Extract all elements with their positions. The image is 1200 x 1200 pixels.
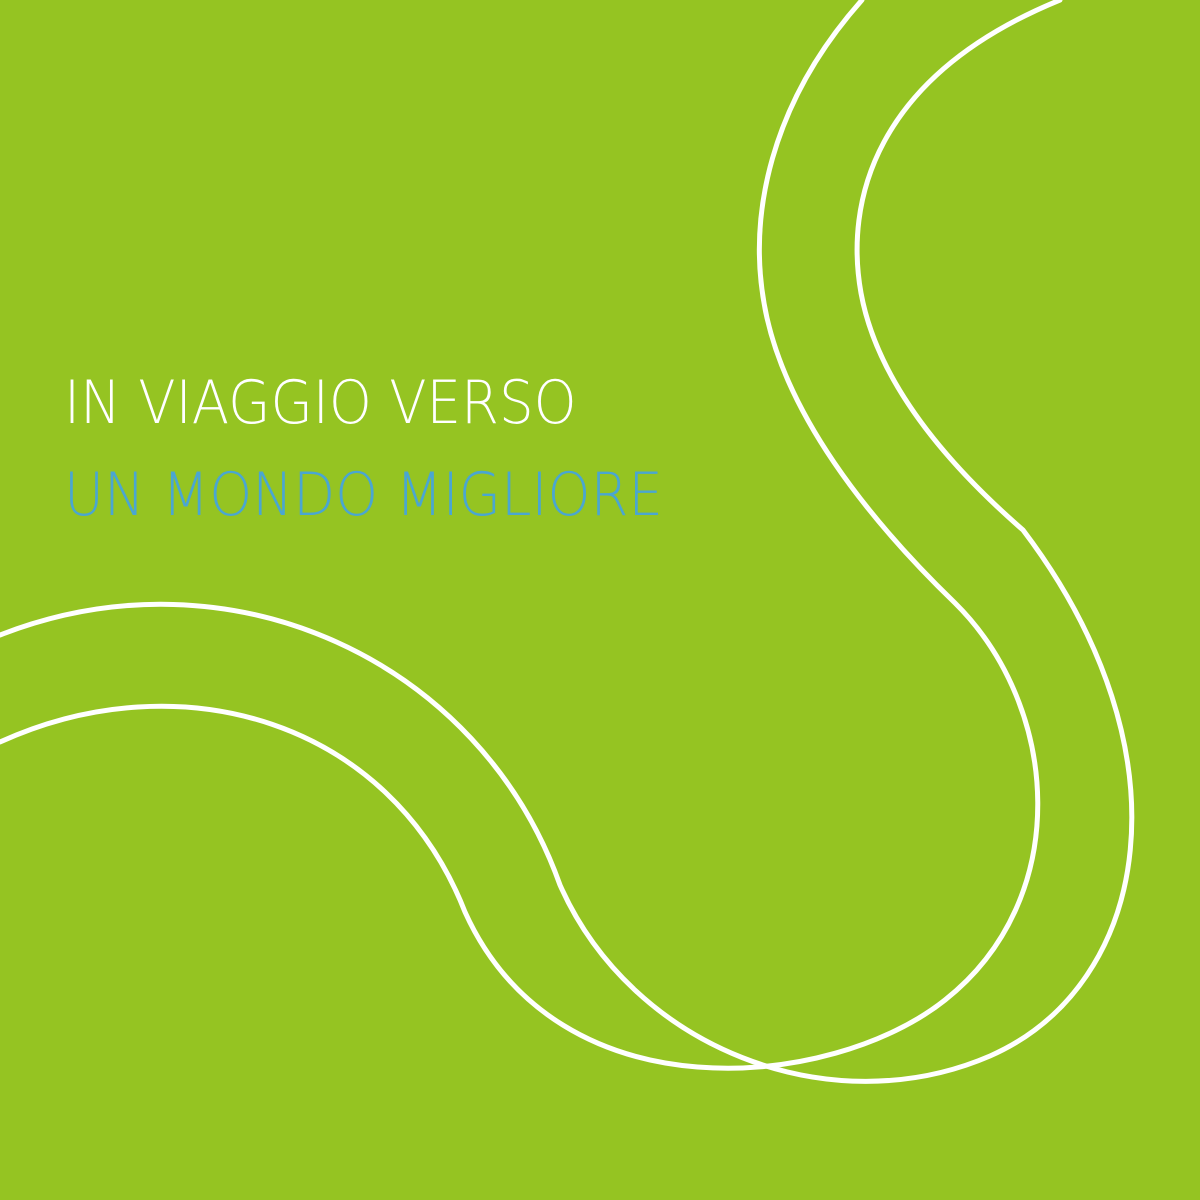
headline-line-1: IN VIAGGIO VERSO <box>64 368 577 438</box>
headline-line-2: UN MONDO MIGLIORE <box>64 460 663 530</box>
headline <box>64 362 722 536</box>
